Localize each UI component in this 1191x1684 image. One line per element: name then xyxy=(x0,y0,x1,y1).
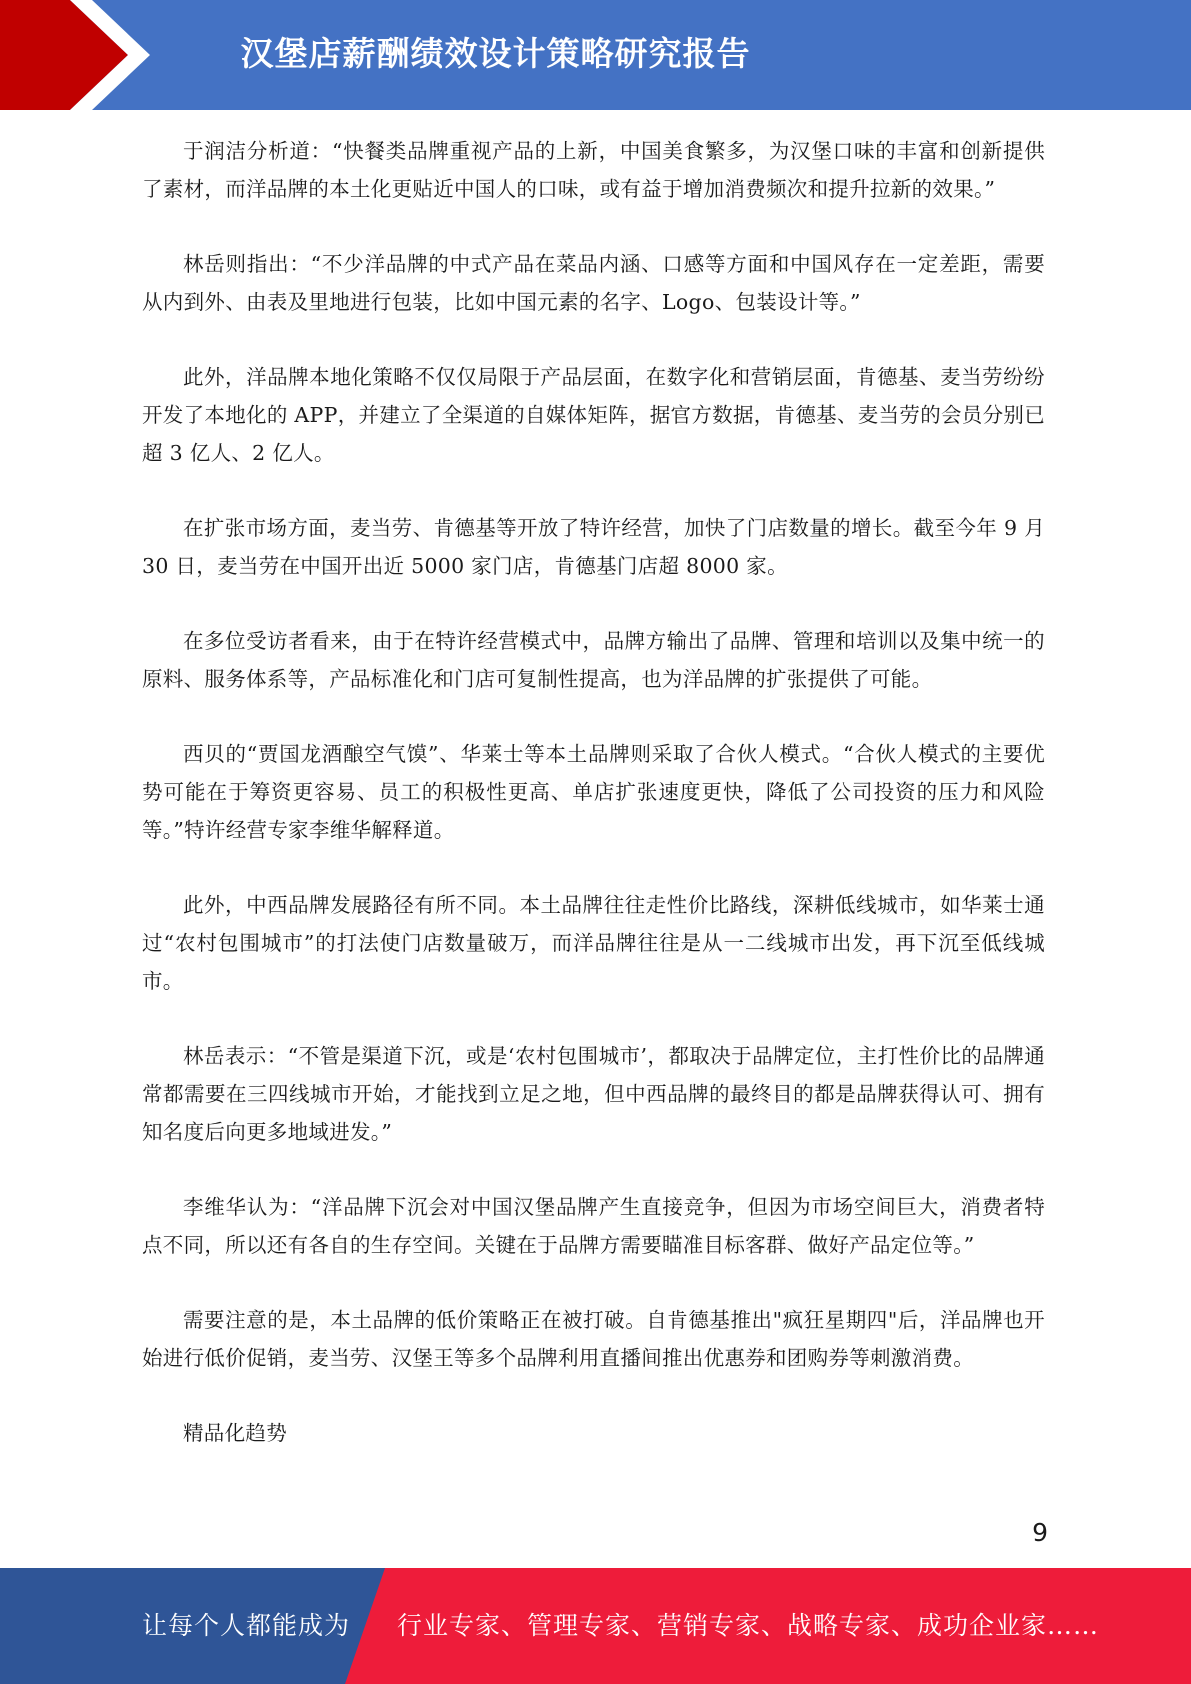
paragraph: 林岳表示：“不管是渠道下沉，或是‘农村包围城市’，都取决于品牌定位，主打性价比的品牌通常都需要在三四线城市开始，才能找到立足之地，但中西品牌的最终目的都是品牌获得认可、拥有知名度后向更多地域进发。” xyxy=(142,1044,1045,1144)
document-title: 汉堡店薪酬绩效设计策略研究报告 xyxy=(240,34,751,73)
paragraph: 于润洁分析道：“快餐类品牌重视产品的上新，中国美食繁多，为汉堡口味的丰富和创新提供了素材，而洋品牌的本土化更贴近中国人的口味，或有益于增加消费频次和提升拉新的效果。” xyxy=(142,139,1045,201)
footer-banner xyxy=(0,1568,1191,1684)
article-body xyxy=(142,132,1045,1489)
paragraph: 需要注意的是，本土品牌的低价策略正在被打破。自肯德基推出"疯狂星期四"后，洋品牌也开始进行低价促销，麦当劳、汉堡王等多个品牌利用直播间推出优惠券和团购券等刺激消费。 xyxy=(142,1308,1045,1370)
paragraph: 西贝的“贾国龙酒酿空气馍”、华莱士等本土品牌则采取了合伙人模式。“合伙人模式的主要优势可能在于筹资更容易、员工的积极性更高、单店扩张速度更快，降低了公司投资的压力和风险等。”特许经营专家李维华解释道。 xyxy=(142,742,1045,842)
paragraph: 李维华认为：“洋品牌下沉会对中国汉堡品牌产生直接竞争，但因为市场空间巨大，消费者特点不同，所以还有各自的生存空间。关键在于品牌方需要瞄准目标客群、做好产品定位等。” xyxy=(142,1195,1045,1257)
paragraph: 在多位受访者看来，由于在特许经营模式中，品牌方输出了品牌、管理和培训以及集中统一的原料、服务体系等，产品标准化和门店可复制性提高，也为洋品牌的扩张提供了可能。 xyxy=(142,629,1045,691)
paragraph: 在扩张市场方面，麦当劳、肯德基等开放了特许经营，加快了门店数量的增长。截至今年 9 月 30 日，麦当劳在中国开出近 5000 家门店，肯德基门店超 8000 家。 xyxy=(142,516,1045,578)
paragraph: 林岳则指出：“不少洋品牌的中式产品在菜品内涵、口感等方面和中国风存在一定差距，需要从内到外、由表及里地进行包装，比如中国元素的名字、Logo、包装设计等。” xyxy=(142,252,1045,314)
paragraph: 此外，洋品牌本地化策略不仅仅局限于产品层面，在数字化和营销层面，肯德基、麦当劳纷纷开发了本地化的 APP，并建立了全渠道的自媒体矩阵，据官方数据，肯德基、麦当劳的会员分别已超 3 亿人、2 亿人。 xyxy=(142,365,1045,465)
footer-slogan-left: 让每个人都能成为 xyxy=(142,1611,351,1640)
paragraph: 此外，中西品牌发展路径有所不同。本土品牌往往走性价比路线，深耕低线城市，如华莱士通过“农村包围城市”的打法使门店数量破万，而洋品牌往往是从一二线城市出发，再下沉至低线城市。 xyxy=(142,893,1045,993)
footer-slogan-right: 行业专家、管理专家、营销专家、战略专家、成功企业家…… xyxy=(397,1611,1100,1640)
section-heading: 精品化趋势 xyxy=(183,1421,287,1445)
page-number: 9 xyxy=(1032,1518,1048,1547)
header-banner xyxy=(0,0,1191,110)
